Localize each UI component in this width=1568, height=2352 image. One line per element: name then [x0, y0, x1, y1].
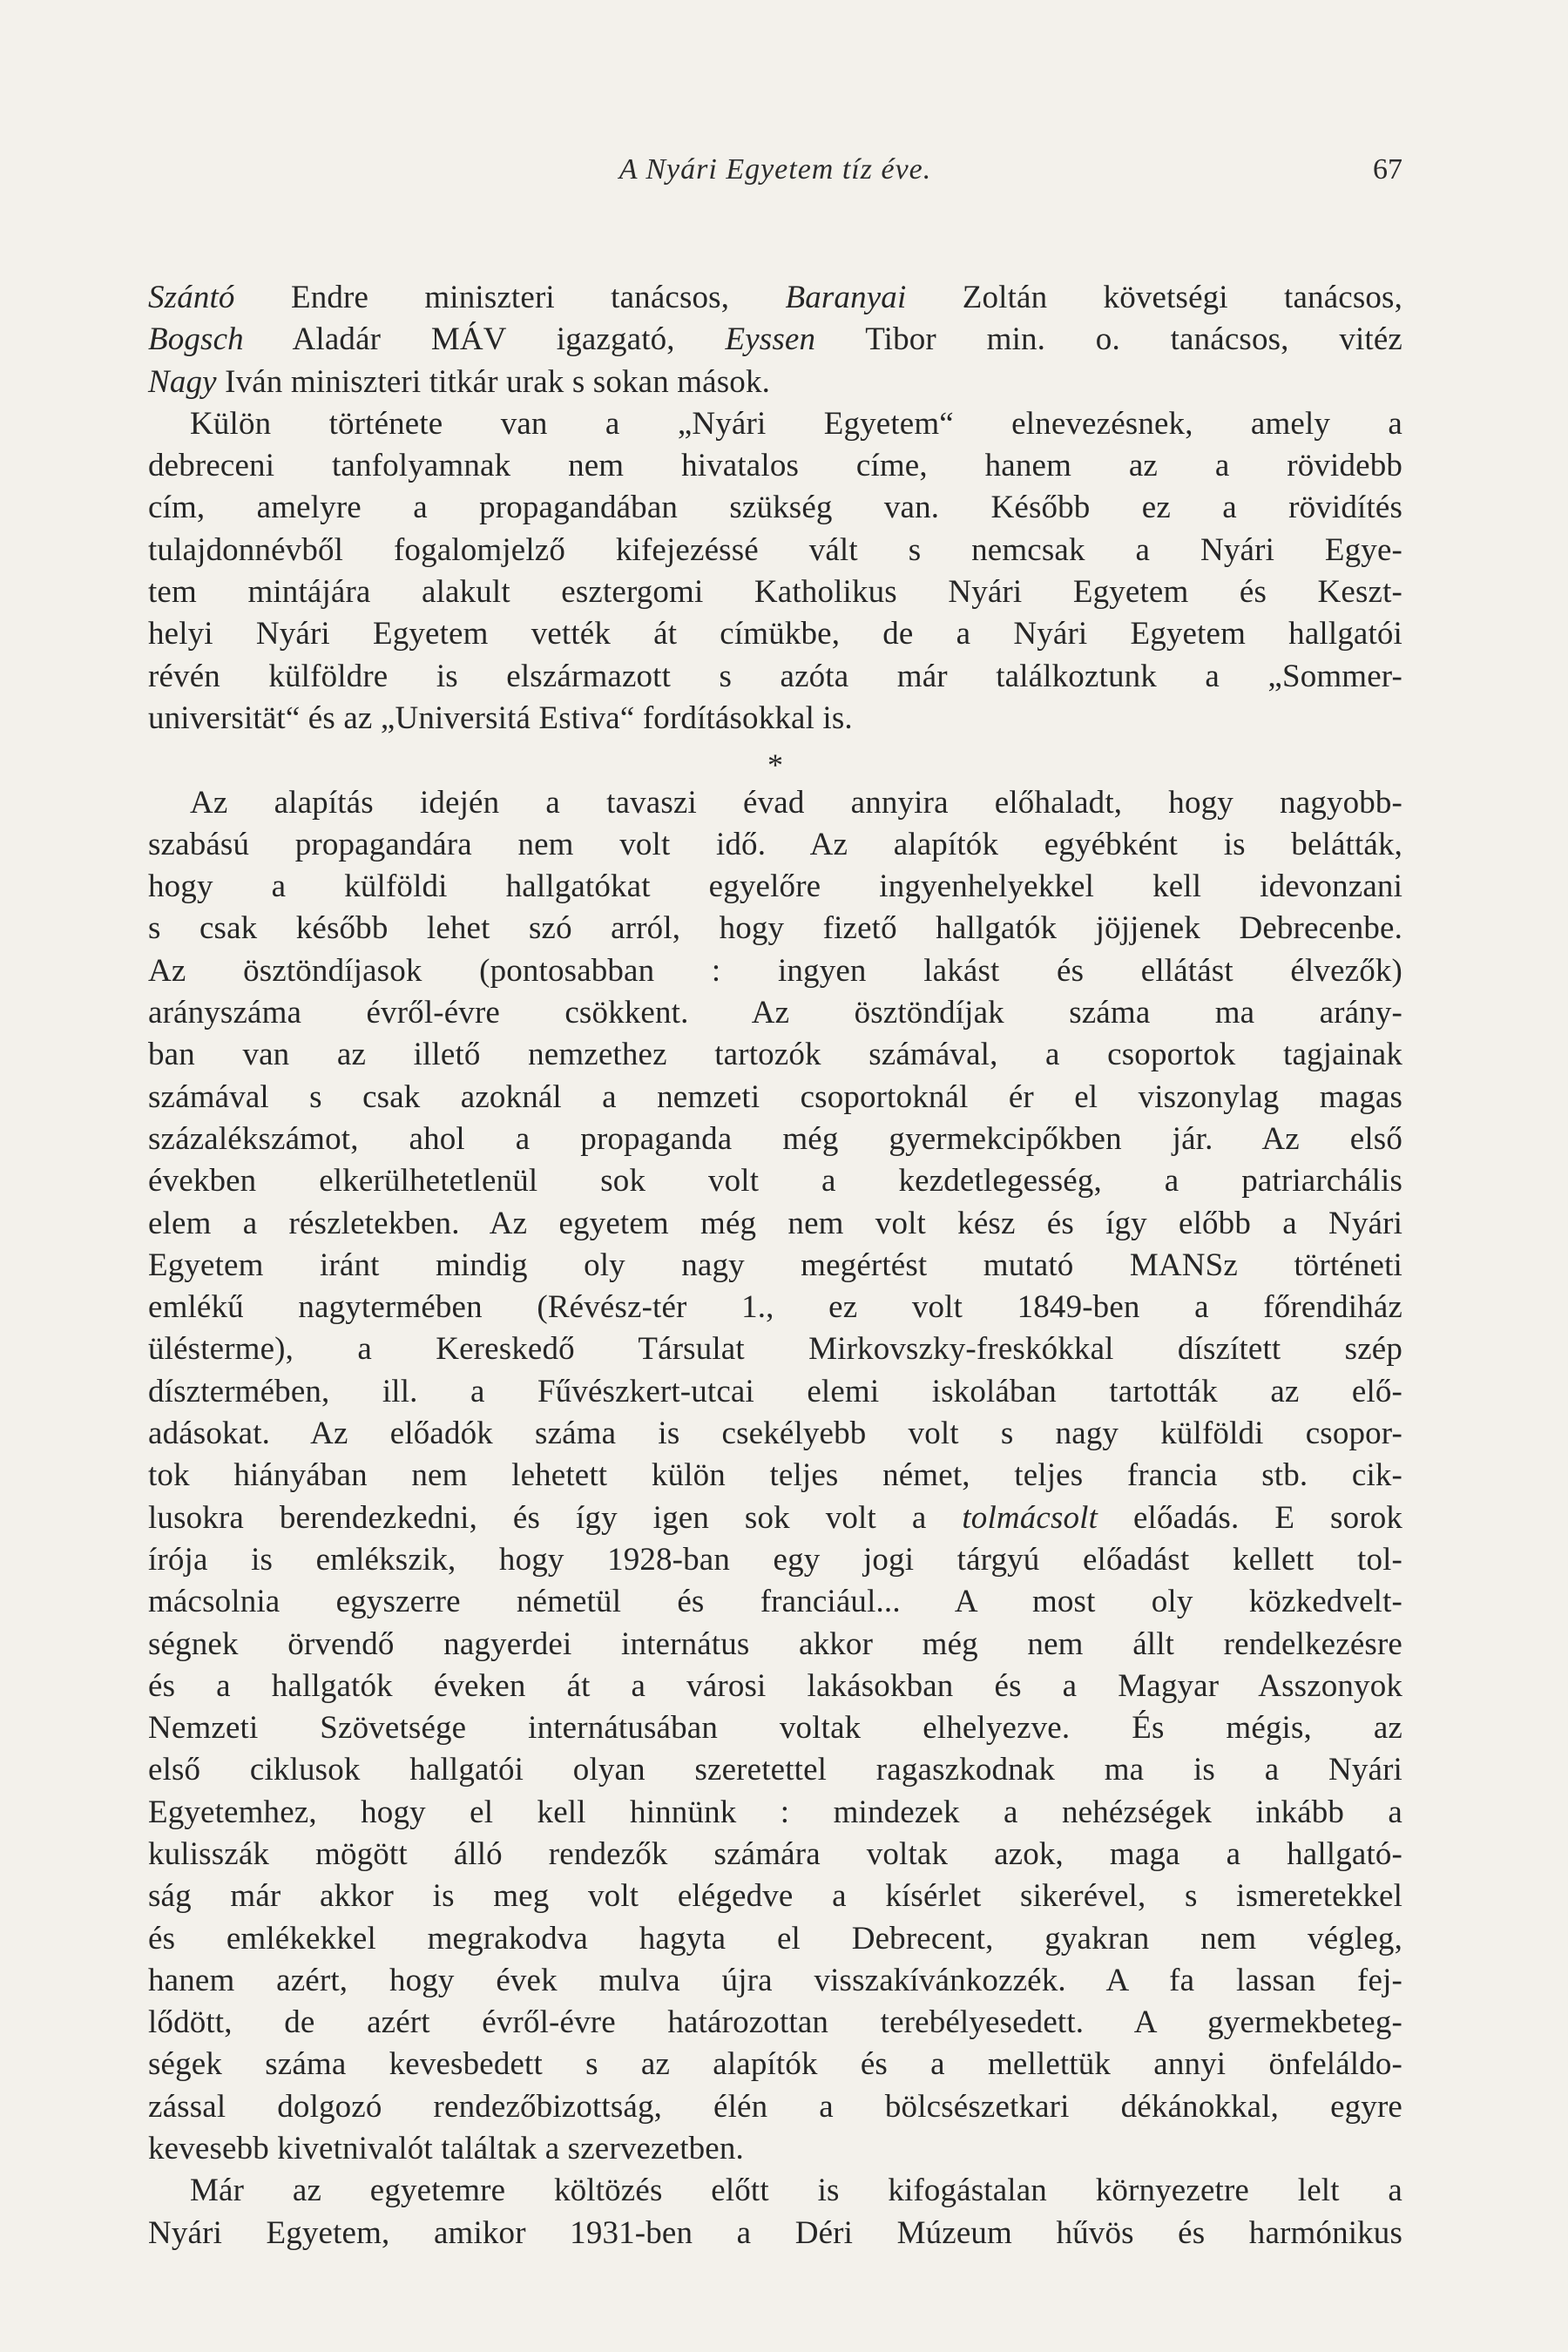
text-line [148, 362, 1402, 403]
section-separator: * [767, 747, 783, 783]
text-segment: Már az egyetemre költözés előtt is kifogástalan környezetre lelt a [190, 2173, 1402, 2209]
running-title: A Nyári Egyetem tíz éve. [618, 153, 932, 186]
text-segment: tok hiányában nem lehetett külön teljes német, teljes francia stb. cik- [148, 1457, 1402, 1494]
text-segment: ban van az illető nemzethez tartozók számával, a csoportok tagjainak [148, 1037, 1402, 1073]
text-segment: cím, amelyre a propagandában szükség van. Később ez a rövidítés [148, 490, 1402, 526]
text-segment: tem mintájára alakult esztergomi Katholikus Nyári Egyetem és Keszt- [148, 574, 1402, 611]
text-segment: hogy a külföldi hallgatókat egyelőre ingyenhelyekkel kell idevonzani [148, 868, 1402, 905]
text-segment: és a hallgatók éveken át a városi lakásokban és a Magyar Asszonyok [148, 1667, 1402, 1704]
text-line [148, 1413, 1402, 1455]
text-segment: dísztermében, ill. a Fűvészkert-utcai elemi iskolában tartották az elő- [148, 1373, 1402, 1409]
text-line [148, 530, 1402, 571]
text-line [148, 2086, 1402, 2128]
text-line [148, 782, 1402, 824]
text-line [148, 2213, 1402, 2254]
page-number: 67 [1373, 153, 1402, 186]
text-line [148, 487, 1402, 529]
text-segment: Iván miniszteri titkár urak s sokan mások. [216, 363, 771, 400]
text-segment: Tibor min. o. tanácsos, vitéz [815, 321, 1402, 358]
text-segment: ségek száma kevesbedett s az alapítók és a mellettük annyi önfeláldo- [148, 2046, 1402, 2083]
text-line [148, 403, 1402, 445]
text-line [148, 1960, 1402, 2002]
text-line [148, 1034, 1402, 1076]
text-segment: mácsolnia egyszerre németül és franciául... A most oly közkedvelt- [148, 1584, 1402, 1620]
text-line [148, 2170, 1402, 2212]
text-segment: szabású propagandára nem volt idő. Az alapítók egyébként is belátták, [148, 826, 1402, 862]
text-line [148, 1539, 1402, 1581]
text-segment: zással dolgozó rendezőbizottság, élén a bölcsészetkari dékánokkal, egyre [148, 2088, 1402, 2125]
text-line [148, 992, 1402, 1034]
text-segment: ségnek örvendő nagyerdei internátus akkor még nem állt rendelkezésre [148, 1625, 1402, 1662]
text-line [148, 1581, 1402, 1623]
text-line [148, 2128, 1402, 2170]
text-line [148, 1834, 1402, 1876]
text-segment: Zoltán követségi tanácsos, [906, 280, 1403, 315]
text-line [148, 1876, 1402, 1917]
text-line [148, 1666, 1402, 1707]
text-line [148, 1371, 1402, 1413]
italic-text: Szántó [148, 280, 235, 315]
page-header [148, 153, 1402, 197]
text-segment: Külön története van a „Nyári Egyetem“ elnevezésnek, amely a [190, 405, 1402, 442]
text-segment: Az ösztöndíjasok (pontosabban : ingyen lakást és ellátást élvezők) [148, 952, 1402, 989]
text-line [148, 1077, 1402, 1119]
text-line [148, 571, 1402, 613]
text-line [148, 1455, 1402, 1497]
text-segment: előadás. E sorok [1098, 1499, 1402, 1536]
text-segment: arányszáma évről-évre csökkent. Az ösztöndíjak száma ma arány- [148, 995, 1402, 1031]
text-line [148, 1287, 1402, 1328]
text-line [148, 1749, 1402, 1791]
text-line [148, 319, 1402, 361]
text-line [148, 1624, 1402, 1666]
text-segment: számával s csak azoknál a nemzeti csoportoknál ér el viszonylag magas [148, 1078, 1402, 1115]
text-line [148, 1328, 1402, 1370]
text-line [148, 1203, 1402, 1245]
text-segment: kevesebb kivetnivalót találtak a szervezetben. [148, 2131, 744, 2167]
italic-text: Baranyai [785, 280, 907, 315]
text-line [148, 824, 1402, 866]
body-text [148, 277, 1402, 2254]
italic-text: Bogsch [148, 321, 244, 358]
text-line [148, 1245, 1402, 1287]
italic-text: Eyssen [725, 321, 816, 358]
text-segment: Aladár MÁV igazgató, [243, 321, 726, 358]
text-line [148, 1918, 1402, 1960]
text-line [148, 656, 1402, 698]
text-segment: révén külföldre is elszármazott s azóta már találkoztunk a „Sommer- [148, 658, 1402, 694]
text-segment: lusokra berendezkedni, és így igen sok volt a [148, 1499, 963, 1536]
text-segment: első ciklusok hallgatói olyan szeretettel ragaszkodnak ma is a Nyári [148, 1752, 1402, 1788]
text-segment: Egyetemhez, hogy el kell hinnünk : mindezek a nehézségek inkább a [148, 1794, 1402, 1830]
text-segment: Endre miniszteri tanácsos, [234, 280, 786, 315]
text-line [148, 1707, 1402, 1749]
text-line [148, 1160, 1402, 1202]
text-line [148, 2002, 1402, 2044]
text-segment: ság már akkor is meg volt elégedve a kísérlet sikerével, s ismeretekkel [148, 1878, 1402, 1915]
text-segment: és emlékekkel megrakodva hagyta el Debrecent, gyakran nem végleg, [148, 1920, 1402, 1957]
text-line [148, 2044, 1402, 2085]
text-line [148, 1792, 1402, 1834]
text-line [148, 613, 1402, 655]
text-line [148, 277, 1402, 319]
text-segment: írója is emlékszik, hogy 1928-ban egy jogi tárgyú előadást kellett tol- [148, 1541, 1402, 1578]
text-segment: Nyári Egyetem, amikor 1931-ben a Déri Múzeum hűvös és harmónikus [148, 2214, 1402, 2251]
text-segment: lődött, de azért évről-évre határozottan terebélyesedett. A gyermekbeteg- [148, 2004, 1402, 2041]
text-segment: universität“ és az „Universitá Estiva“ fordításokkal is. [148, 700, 853, 736]
text-segment: debreceni tanfolyamnak nem hivatalos címe, hanem az a rövidebb [148, 448, 1402, 484]
text-segment: tulajdonnévből fogalomjelző kifejezéssé vált s nemcsak a Nyári Egye- [148, 531, 1402, 568]
text-segment: elem a részletekben. Az egyetem még nem volt kész és így előbb a Nyári [148, 1205, 1402, 1241]
italic-text: Nagy [148, 363, 217, 400]
text-segment: években elkerülhetetlenül sok volt a kezdetlegesség, a patriarchális [148, 1163, 1402, 1200]
text-segment: helyi Nyári Egyetem vették át címükbe, de a Nyári Egyetem hallgatói [148, 616, 1402, 652]
text-segment: ülésterme), a Kereskedő Társulat Mirkovszky-freskókkal díszített szép [148, 1331, 1402, 1368]
text-segment: Az alapítás idején a tavaszi évad annyira előhaladt, hogy nagyobb- [190, 784, 1402, 821]
text-segment: Nemzeti Szövetsége internátusában voltak elhelyezve. És mégis, az [148, 1710, 1402, 1747]
text-segment: kulisszák mögött álló rendezők számára voltak azok, maga a hallgató- [148, 1835, 1402, 1872]
text-segment: százalékszámot, ahol a propaganda még gyermekcipőkben jár. Az első [148, 1120, 1402, 1157]
text-segment: s csak később lehet szó arról, hogy fizető hallgatók jöjjenek Debrecenbe. [148, 910, 1402, 947]
text-segment: hanem azért, hogy évek mulva újra visszakívánkozzék. A fa lassan fej- [148, 1962, 1402, 1998]
text-line [148, 698, 1402, 740]
text-segment: adásokat. Az előadók száma is csekélyebb volt s nagy külföldi csopor- [148, 1416, 1402, 1452]
text-segment: emlékű nagytermében (Révész-tér 1., ez volt 1849-ben a főrendiház [148, 1289, 1402, 1326]
text-line [148, 866, 1402, 908]
text-line [148, 1119, 1402, 1160]
text-line [148, 950, 1402, 992]
text-segment: Egyetem iránt mindig oly nagy megértést mutató MANSz történeti [148, 1247, 1402, 1283]
text-line [148, 1497, 1402, 1539]
text-line [148, 445, 1402, 487]
text-line [148, 908, 1402, 950]
italic-text: tolmácsolt [962, 1499, 1098, 1536]
